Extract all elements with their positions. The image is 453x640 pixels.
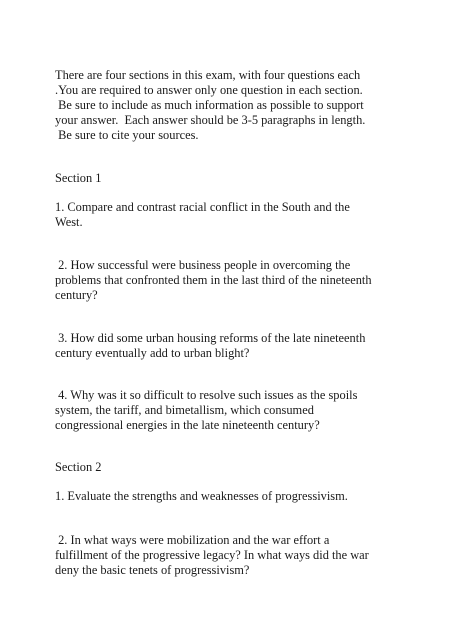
intro-line: your answer. Each answer should be 3-5 paragraphs in length. — [55, 113, 366, 127]
section-1-question-2: problems that confronted them in the last third of the nineteenth — [55, 273, 372, 287]
section-1-question-3: 3. How did some urban housing reforms of the late nineteenth — [55, 331, 366, 345]
section-1-question-3: century eventually add to urban blight? — [55, 346, 250, 360]
section-1-question-2: 2. How successful were business people in overcoming the — [55, 258, 351, 272]
section-1-question-4: congressional energies in the late nineteenth century? — [55, 418, 320, 432]
section-1-heading: Section 1 — [55, 171, 102, 185]
section-1-question-1: 1. Compare and contrast racial conflict in the South and the — [55, 200, 350, 214]
section-2-heading: Section 2 — [55, 460, 102, 474]
section-2-question-1: 1. Evaluate the strengths and weaknesses of progressivism. — [55, 489, 348, 503]
section-2-question-2: 2. In what ways were mobilization and the war effort a — [55, 533, 330, 547]
intro-line: Be sure to include as much information as possible to support — [55, 98, 364, 112]
section-1-question-4: 4. Why was it so difficult to resolve such issues as the spoils — [55, 388, 358, 402]
section-1-question-2: century? — [55, 288, 98, 302]
section-2-question-2: deny the basic tenets of progressivism? — [55, 563, 250, 577]
section-1-question-1: West. — [55, 215, 83, 229]
intro-line: .You are required to answer only one question in each section. — [55, 83, 363, 97]
intro-line: Be sure to cite your sources. — [55, 128, 199, 142]
section-1-question-4: system, the tariff, and bimetallism, which consumed — [55, 403, 314, 417]
intro-line: There are four sections in this exam, with four questions each — [55, 68, 361, 82]
section-2-question-2: fulfillment of the progressive legacy? In what ways did the war — [55, 548, 369, 562]
